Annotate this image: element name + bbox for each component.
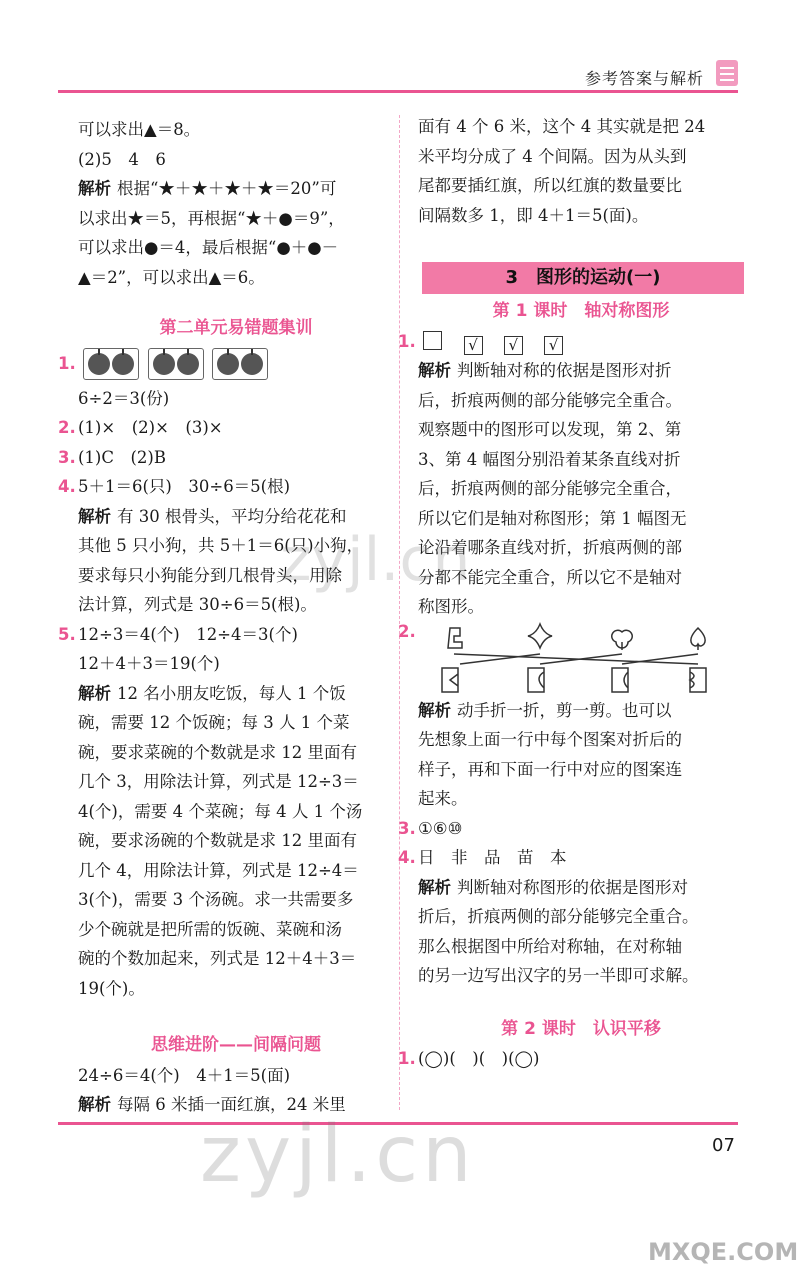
spacer	[418, 230, 744, 262]
question-number: 2.	[398, 621, 416, 641]
text-span: 动手折一折，剪一剪。也可以	[457, 700, 672, 720]
question-number: 3.	[398, 818, 416, 838]
section-title: 思维进阶——间隔问题	[151, 1035, 321, 1055]
question-4	[58, 472, 394, 502]
apple-group	[212, 348, 268, 380]
answer: 12÷3＝4(个) 12÷4＝3(个)	[78, 624, 298, 644]
question-number: 1.	[398, 1049, 416, 1068]
club-shape	[612, 630, 632, 650]
text-line: 间隔数多 1，即 4＋1＝5(面)。	[418, 205, 649, 225]
apple-icon	[241, 353, 263, 375]
page-number: 07	[712, 1135, 735, 1156]
answer-box: √	[504, 336, 523, 355]
question-3	[398, 814, 744, 844]
question-3	[58, 443, 394, 473]
analysis-label: 解析	[418, 361, 451, 380]
question-number: 4.	[398, 848, 416, 867]
analysis-label: 解析	[78, 506, 111, 526]
text-line: 碗，需要 12 个饭碗；每 3 人 1 个菜	[78, 713, 350, 732]
page-header	[58, 58, 738, 94]
text-line: 24÷6＝4(个) 4＋1＝5(面)	[78, 1065, 291, 1085]
text-span: 判断轴对称的依据是图形对折	[457, 361, 672, 380]
question-1	[58, 344, 394, 384]
shape-top-1	[448, 628, 462, 648]
spacer	[78, 1003, 394, 1031]
text-line: 后，折痕两侧的部分能够完全重合。	[418, 390, 682, 410]
text-line: 以求出★＝5，再根据“★＋●＝9”，	[78, 208, 345, 228]
text-line: 面有 4 个 6 米，这个 4 其实就是把 24	[418, 117, 706, 136]
apple-icon	[217, 353, 239, 375]
header-rule	[58, 90, 738, 93]
text-line: 其他 5 只小狗，共 5＋1＝6(只)小狗，	[78, 536, 364, 555]
analysis-label: 解析	[78, 683, 111, 703]
watermark: zyjl.cn	[200, 1110, 476, 1200]
text-line: 3、第 4 幅图分别沿着某条直线对折	[418, 449, 681, 469]
text-line: 碗，要求汤碗的个数就是求 12 里面有	[78, 831, 357, 850]
text-line: 起来。	[418, 789, 468, 808]
apple-icon	[88, 353, 110, 375]
text-line	[78, 174, 394, 204]
half-shape-4	[690, 668, 706, 692]
question-2	[58, 413, 394, 443]
text-line	[418, 696, 744, 726]
text-line: 法计算，列式是 30÷6＝5(根)。	[78, 595, 317, 614]
answer: (◯)( )( )(◯)	[418, 1049, 540, 1068]
text-line: 要求每只小狗能分到几根骨头，用除	[78, 565, 342, 585]
text-line: 尾都要插红旗，所以红旗的数量要比	[418, 176, 682, 195]
left-column	[58, 115, 394, 1120]
answer-box: √	[464, 336, 483, 355]
text-line: 几个 4，用除法计算，列式是 12÷4＝	[78, 860, 359, 880]
text-line: 米平均分成了 4 个间隔。因为从头到	[418, 146, 687, 166]
text-span: 判断轴对称图形的依据是图形对	[457, 877, 688, 897]
text-line: 观察题中的图形可以发现，第 2、第	[418, 420, 682, 439]
analysis-label: 解析	[418, 700, 451, 720]
section-title: 第二单元易错题集训	[159, 318, 313, 338]
text-line: 分都不能完全重合，所以它不是轴对	[418, 567, 682, 587]
text-line: 12＋4＋3＝19(个)	[78, 654, 220, 673]
text-line: 样子，再和下面一行中对应的图案连	[418, 759, 682, 779]
text-line: 的另一边写出汉字的另一半即可求解。	[418, 966, 699, 985]
answer: (1)C (2)B	[78, 447, 166, 467]
question-number: 1.	[398, 331, 416, 351]
text-line: 19(个)。	[78, 978, 145, 998]
spade-shape	[691, 628, 705, 650]
question-1	[398, 327, 744, 357]
matching-diagram	[440, 622, 740, 696]
text-line	[78, 679, 394, 709]
text-span: 12 名小朋友吃饭，每人 1 个饭	[117, 683, 346, 703]
half-shape-3	[612, 668, 628, 692]
lesson-title: 第 1 课时 轴对称图形	[492, 301, 670, 321]
text-span: 每隔 6 米插一面红旗，24 米里	[117, 1095, 346, 1114]
answer: 5＋1＝6(只) 30÷6＝5(根)	[78, 477, 291, 496]
text-line: 可以求出●＝4，最后根据“●＋●－	[78, 238, 339, 257]
text-line: 折后，折痕两侧的部分能够完全重合。	[418, 907, 699, 926]
text-line: 那么根据图中所给对称轴，在对称轴	[418, 936, 682, 956]
column-divider	[399, 115, 400, 1110]
analysis-label: 解析	[418, 877, 451, 897]
apple-group	[83, 348, 139, 380]
question-1	[398, 1044, 744, 1074]
apple-icon	[177, 353, 199, 375]
text-span: 根据“★＋★＋★＋★＝20”可	[117, 179, 337, 198]
question-5	[58, 620, 394, 650]
header-title: 参考答案与解析	[584, 69, 704, 88]
match-line	[540, 654, 622, 664]
unit-banner: 3 图形的运动(一)	[422, 262, 744, 294]
text-line	[418, 873, 744, 903]
apple-group	[148, 348, 204, 380]
analysis-label: 解析	[78, 1095, 111, 1114]
analysis-label: 解析	[78, 179, 111, 198]
question-number: 4.	[58, 477, 76, 496]
spacer	[78, 292, 394, 314]
book-icon	[716, 60, 738, 86]
text-line: 6÷2＝3(份)	[78, 388, 170, 408]
spacer	[418, 991, 744, 1015]
text-line: 称图形。	[418, 597, 484, 616]
text-line: ▲＝2”，可以求出▲＝6。	[78, 267, 265, 287]
question-number: 5.	[58, 624, 76, 644]
answer: (1)× (2)× (3)×	[78, 418, 223, 437]
watermark: zyjl.cn	[280, 525, 471, 595]
text-line	[418, 356, 744, 386]
text-line: 论沿着哪条直线对折，折痕两侧的部	[418, 538, 682, 557]
text-line: 所以它们是轴对称图形；第 1 幅图无	[418, 508, 687, 528]
lesson-title: 第 2 课时 认识平移	[501, 1018, 661, 1039]
text-line: (2)5 4 6	[78, 149, 166, 169]
text-line: 几个 3，用除法计算，列式是 12÷3＝	[78, 772, 359, 791]
answer-box: √	[544, 336, 563, 355]
question-number: 1.	[58, 353, 76, 373]
text-line: 碗，要求菜碗的个数就是求 12 里面有	[78, 742, 357, 762]
watermark: MXQE.COM	[648, 1238, 799, 1266]
text-line: 4(个)，需要 4 个菜碗；每 4 人 1 个汤	[78, 801, 363, 821]
text-line: 少个碗就是把所需的饭碗、菜碗和汤	[78, 919, 342, 939]
question-number: 3.	[58, 447, 76, 467]
question-4	[398, 843, 744, 873]
star-shape	[528, 624, 552, 648]
text-line: 可以求出▲＝8。	[78, 120, 201, 139]
apple-icon	[112, 353, 134, 375]
question-2-figure	[398, 621, 744, 696]
apple-icon	[153, 353, 175, 375]
text-line: 先想象上面一行中每个图案对折后的	[418, 730, 682, 749]
answer-box	[423, 331, 442, 350]
answer: ①⑥⑩	[418, 818, 463, 838]
question-number: 2.	[58, 418, 76, 437]
text-line: 碗的个数加起来，列式是 12＋4＋3＝	[78, 949, 357, 968]
half-shape-2	[528, 668, 544, 692]
answer: 日 非 品 苗 本	[418, 848, 567, 867]
half-shape-1	[442, 668, 458, 692]
text-line: 3(个)，需要 3 个汤碗。求一共需要多	[78, 890, 354, 909]
text-line: 后，折痕两侧的部分能够完全重合，	[418, 479, 682, 498]
text-span: 有 30 根骨头，平均分给花花和	[117, 506, 347, 526]
